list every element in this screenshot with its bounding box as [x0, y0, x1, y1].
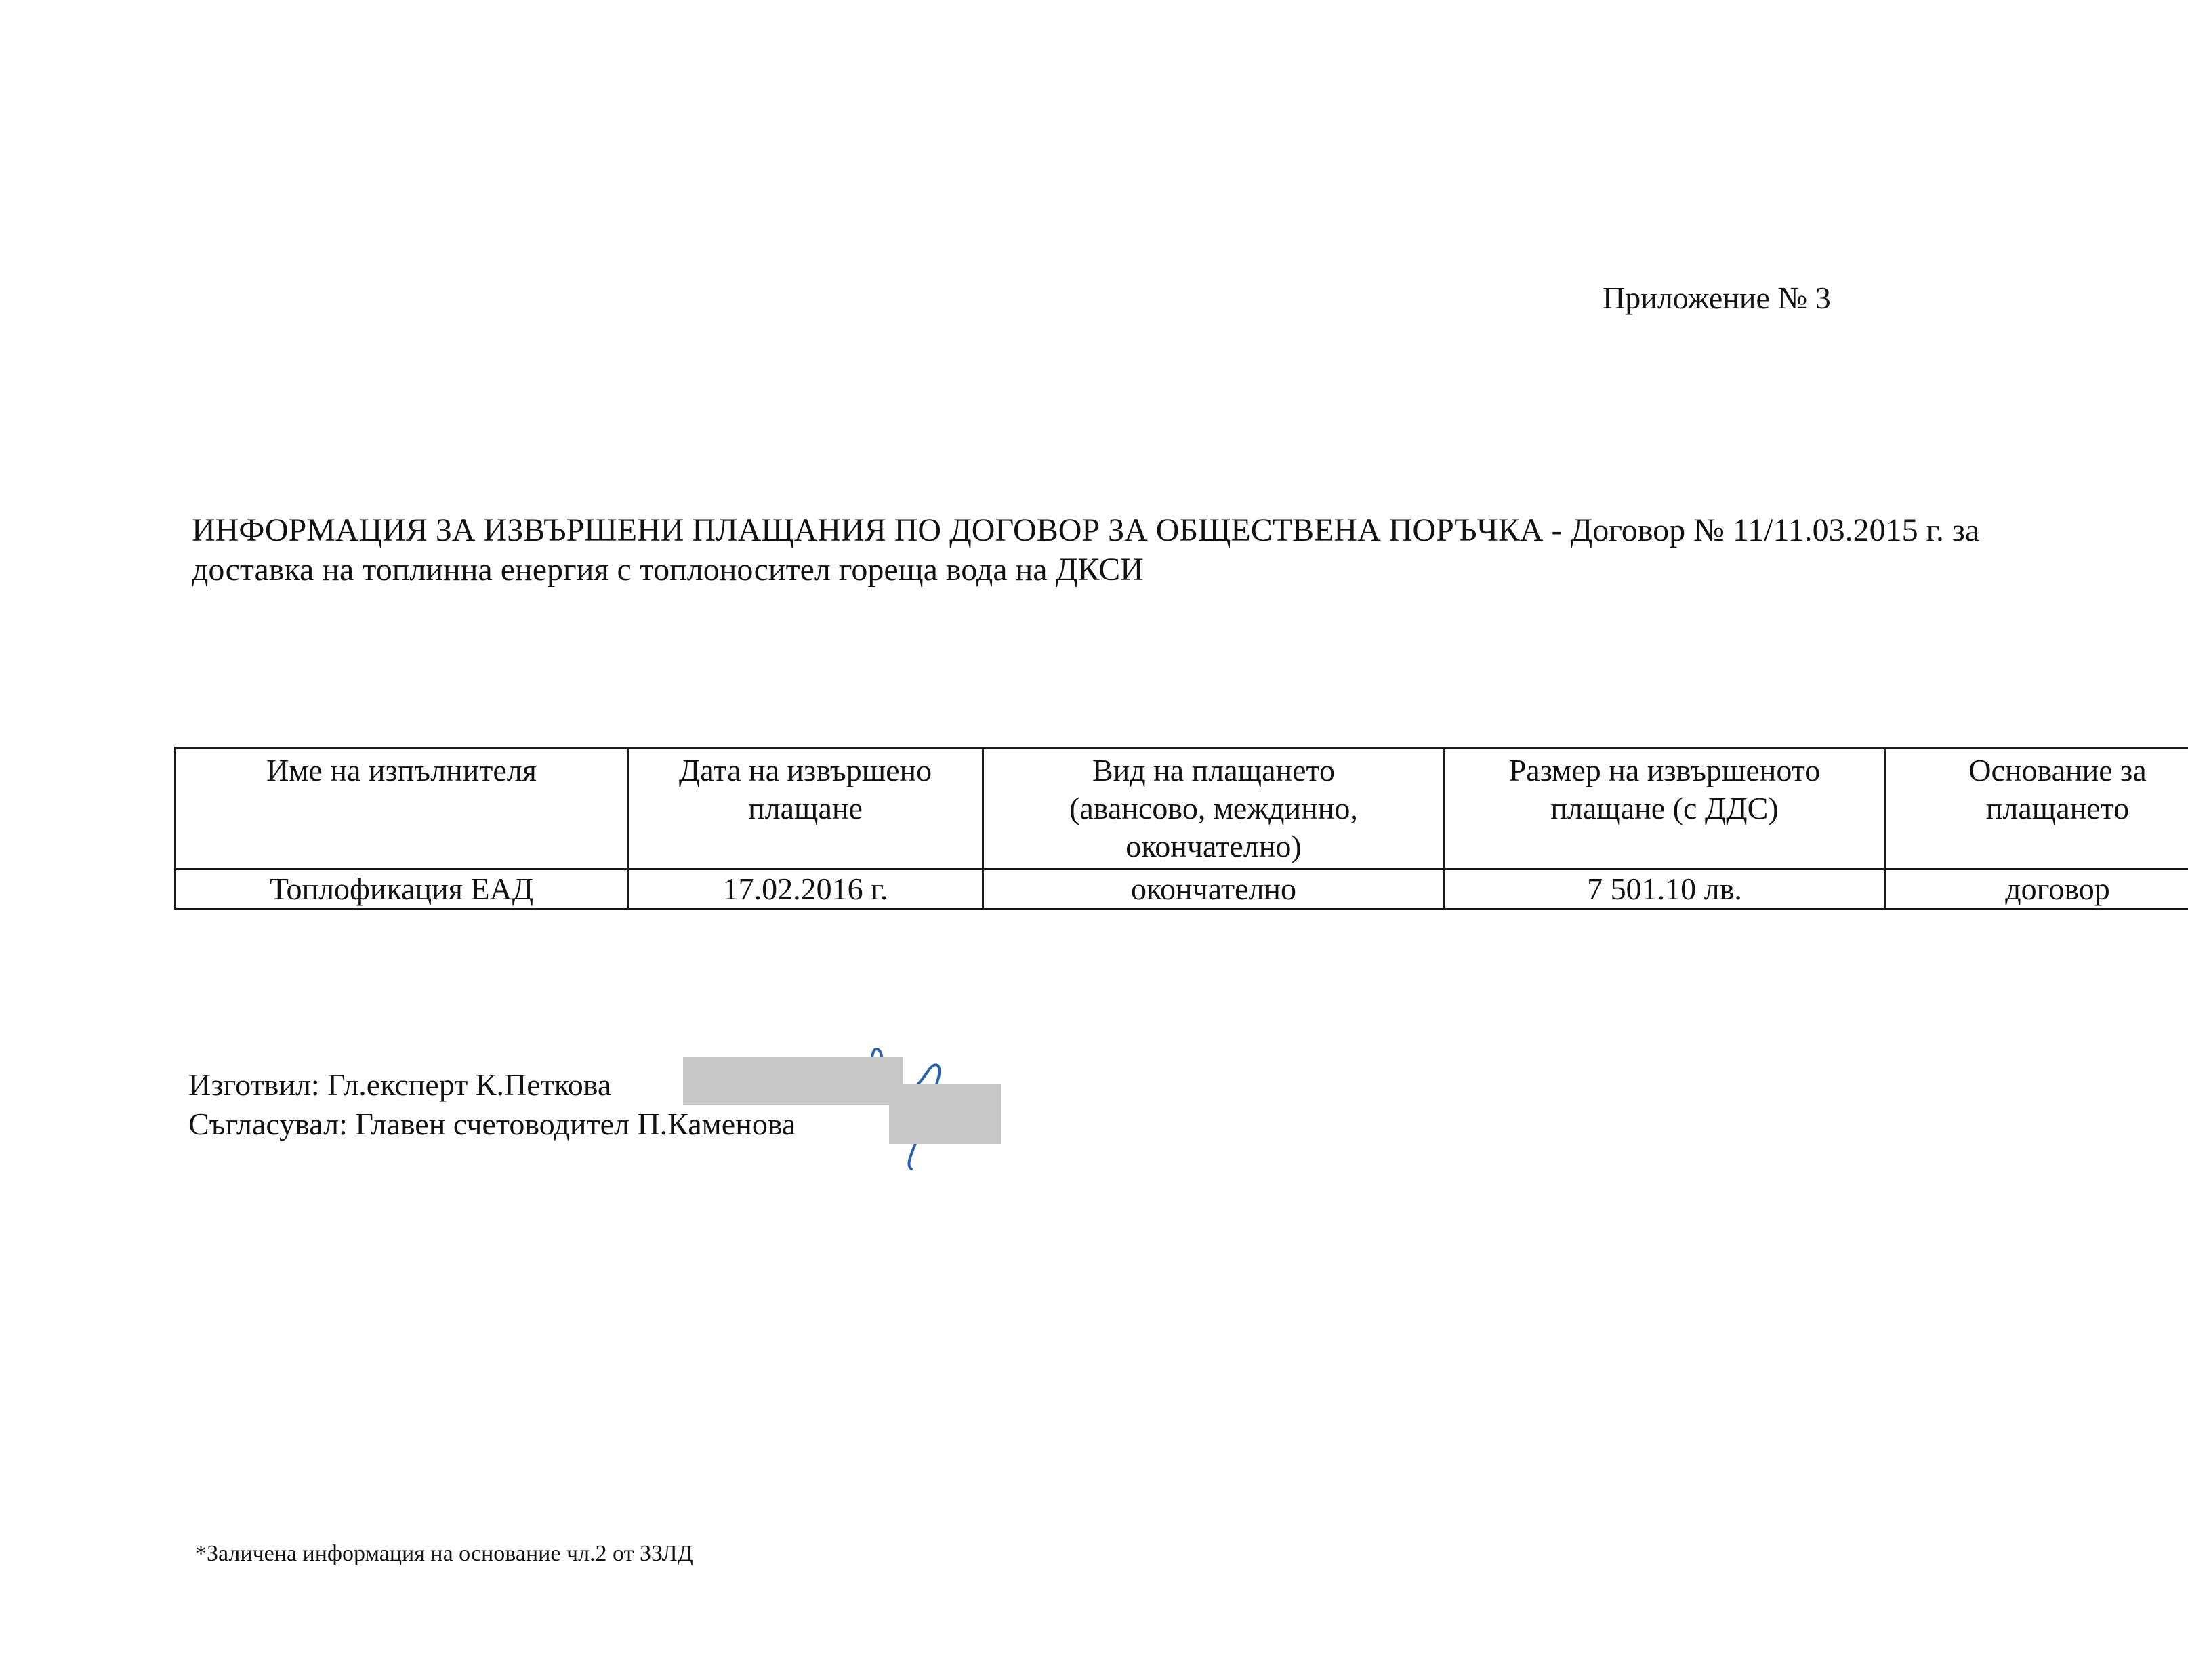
signature-block [188, 1065, 796, 1144]
annex-label: Приложение № 3 [1603, 281, 1831, 315]
header-payment-type: Вид на плащането (авансово, междинно, окончателно) [983, 748, 1445, 869]
document-title [192, 511, 2116, 590]
footnote: *Заличена информация на основание чл.2 от ЗЗЛД [195, 1541, 693, 1566]
header-contractor-name: Име на изпълнителя [176, 748, 628, 869]
header-payment-amount: Размер на извършеното плащане (с ДДС) [1445, 748, 1885, 869]
cell-payment-type: окончателно [983, 869, 1445, 909]
redaction-block [889, 1084, 1001, 1144]
cell-payment-basis: договор [1885, 869, 2188, 909]
title-line-2: доставка на топлинна енергия с топлоносител гореща вода на ДКСИ [192, 552, 1144, 588]
cell-contractor-name: Топлофикация ЕАД [176, 869, 628, 909]
payments-table [174, 747, 2188, 910]
cell-payment-date: 17.02.2016 г. [628, 869, 983, 909]
header-payment-date: Дата на извършено плащане [628, 748, 983, 869]
prepared-by: Изготвил: Гл.експерт К.Петкова [188, 1067, 612, 1102]
table-row [176, 869, 2188, 909]
title-line-1: ИНФОРМАЦИЯ ЗА ИЗВЪРШЕНИ ПЛАЩАНИЯ ПО ДОГОВОР ЗА ОБЩЕСТВЕНА ПОРЪЧКА - Договор № 11/11.03.2015 г. за [192, 512, 1980, 548]
cell-payment-amount: 7 501.10 лв. [1445, 869, 1885, 909]
approved-by: Съгласувал: Главен счетоводител П.Каменова [188, 1107, 796, 1141]
header-payment-basis: Основание за плащането [1885, 748, 2188, 869]
table-header-row [176, 748, 2188, 869]
